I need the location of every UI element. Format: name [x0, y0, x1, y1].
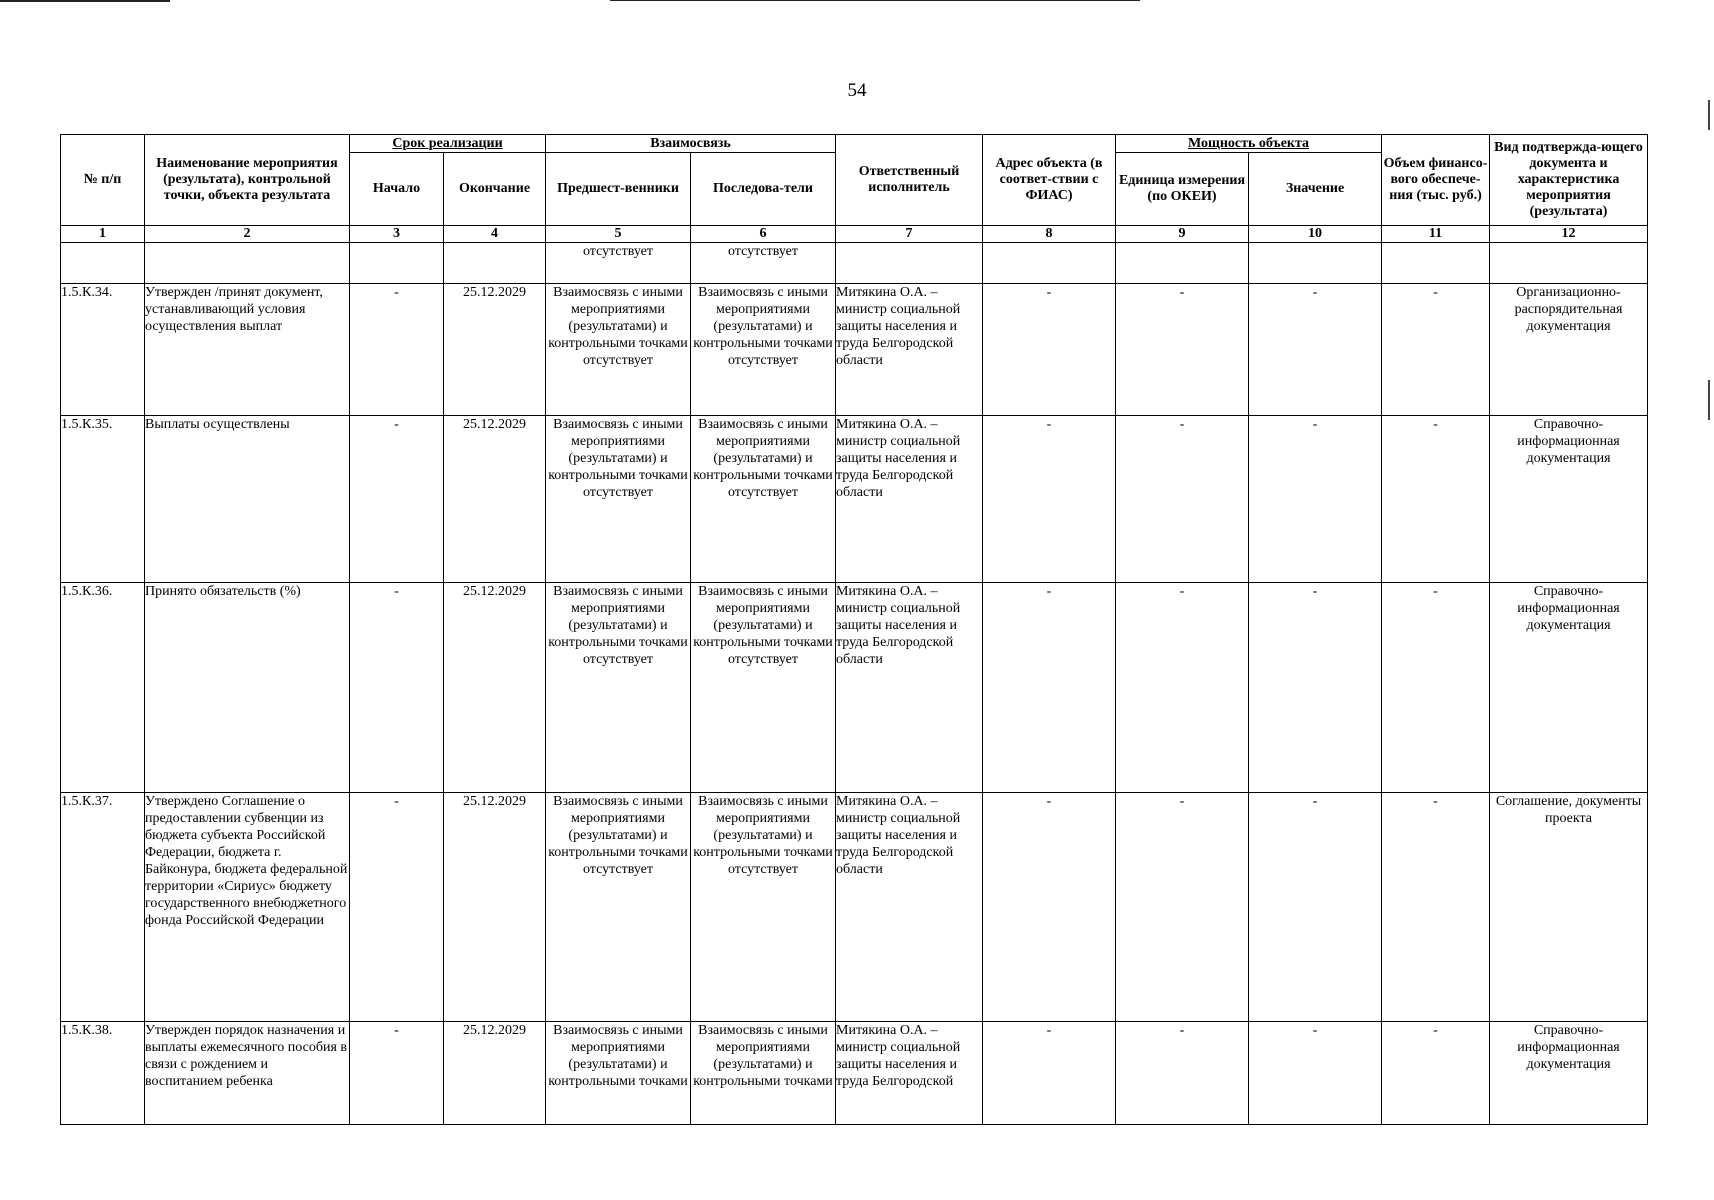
cell-end: 25.12.2029	[444, 1022, 546, 1125]
cell-succ: Взаимосвязь с иными мероприятиями (результатами) и контрольными точками отсутствует	[691, 793, 836, 1022]
cell-name: Выплаты осуществлены	[145, 416, 350, 583]
header-link-group: Взаимосвязь	[546, 135, 836, 153]
table-row	[61, 416, 1648, 583]
cell-responsible: Митякина О.А. – министр социальной защиты населения и труда Белгородской области	[836, 284, 983, 416]
column-number: 2	[145, 226, 350, 243]
cell-address: -	[983, 583, 1116, 793]
cell-finance: -	[1382, 284, 1490, 416]
cell-code: 1.5.К.37.	[61, 793, 145, 1022]
cell-start: -	[350, 793, 444, 1022]
cell-finance: -	[1382, 416, 1490, 583]
column-number: 7	[836, 226, 983, 243]
header-value: Значение	[1249, 153, 1382, 226]
page-top-line-middle	[610, 0, 1140, 1]
cell-name: Утвержден порядок назначения и выплаты ежемесячного пособия в связи с рождением и воспитанием ребенка	[145, 1022, 350, 1125]
cell-doc-type: Справочно-информационная документация	[1490, 583, 1648, 793]
cell-address: -	[983, 416, 1116, 583]
column-number: 8	[983, 226, 1116, 243]
cell-finance: -	[1382, 793, 1490, 1022]
cell-pred: отсутствует	[546, 243, 691, 284]
cell-doc-type: Справочно-информационная документация	[1490, 416, 1648, 583]
cell-unit: -	[1116, 793, 1249, 1022]
cell-pred: Взаимосвязь с иными мероприятиями (результатами) и контрольными точками отсутствует	[546, 416, 691, 583]
cell-code: 1.5.К.35.	[61, 416, 145, 583]
cell-finance: -	[1382, 1022, 1490, 1125]
header-term-group: Срок реализации	[350, 135, 546, 153]
header-num: № п/п	[61, 135, 145, 226]
column-number: 9	[1116, 226, 1249, 243]
header-pred: Предшест-венники	[546, 153, 691, 226]
header-address: Адрес объекта (в соответ-ствии с ФИАС)	[983, 135, 1116, 226]
table-row	[61, 284, 1648, 416]
header-unit: Единица измерения (по ОКЕИ)	[1116, 153, 1249, 226]
page-top-line-left	[0, 0, 170, 2]
cell-succ: Взаимосвязь с иными мероприятиями (результатами) и контрольными точками отсутствует	[691, 416, 836, 583]
header-finance: Объем финансо-вого обеспече-ния (тыс. руб.)	[1382, 135, 1490, 226]
cell-name: Утверждено Соглашение о предоставлении субвенции из бюджета субъекта Российской Федерации, бюджета г. Байконура, бюджета федеральной территории «Сириус» бюджету государственного внебюджетного фонда Российской Федерации	[145, 793, 350, 1022]
header-doc-type: Вид подтвержда-ющего документа и характеристика мероприятия (результата)	[1490, 135, 1648, 226]
table-row	[61, 583, 1648, 793]
cell-address: -	[983, 284, 1116, 416]
cell-address: -	[983, 1022, 1116, 1125]
table-row-continuation	[61, 243, 1648, 284]
cell-succ: Взаимосвязь с иными мероприятиями (результатами) и контрольными точками отсутствует	[691, 284, 836, 416]
cell-responsible: Митякина О.А. – министр социальной защиты населения и труда Белгородской области	[836, 416, 983, 583]
cell-responsible: Митякина О.А. – министр социальной защиты населения и труда Белгородской	[836, 1022, 983, 1125]
cell-pred: Взаимосвязь с иными мероприятиями (результатами) и контрольными точками отсутствует	[546, 284, 691, 416]
cell-responsible: Митякина О.А. – министр социальной защиты населения и труда Белгородской области	[836, 583, 983, 793]
table-row	[61, 793, 1648, 1022]
cell-unit: -	[1116, 1022, 1249, 1125]
cell-succ: отсутствует	[691, 243, 836, 284]
margin-mark	[1708, 100, 1710, 130]
cell-address: -	[983, 793, 1116, 1022]
cell-value: -	[1249, 1022, 1382, 1125]
plan-table	[60, 134, 1648, 1125]
cell-pred: Взаимосвязь с иными мероприятиями (результатами) и контрольными точками отсутствует	[546, 583, 691, 793]
cell-succ: Взаимосвязь с иными мероприятиями (результатами) и контрольными точками отсутствует	[691, 583, 836, 793]
cell-value: -	[1249, 793, 1382, 1022]
cell-start: -	[350, 284, 444, 416]
page-number: 54	[847, 80, 867, 101]
column-number: 1	[61, 226, 145, 243]
cell-doc-type: Организационно-распорядительная документация	[1490, 284, 1648, 416]
cell-code: 1.5.К.34.	[61, 284, 145, 416]
cell-doc-type: Справочно-информационная документация	[1490, 1022, 1648, 1125]
cell-pred: Взаимосвязь с иными мероприятиями (результатами) и контрольными точками отсутствует	[546, 793, 691, 1022]
cell-unit: -	[1116, 284, 1249, 416]
header-responsible: Ответственный исполнитель	[836, 135, 983, 226]
cell-end: 25.12.2029	[444, 583, 546, 793]
cell-responsible: Митякина О.А. – министр социальной защиты населения и труда Белгородской области	[836, 793, 983, 1022]
column-number: 3	[350, 226, 444, 243]
column-number: 6	[691, 226, 836, 243]
header-start: Начало	[350, 153, 444, 226]
cell-pred: Взаимосвязь с иными мероприятиями (результатами) и контрольными точками	[546, 1022, 691, 1125]
column-number: 12	[1490, 226, 1648, 243]
header-name: Наименование мероприятия (результата), контрольной точки, объекта результата	[145, 135, 350, 226]
cell-value: -	[1249, 284, 1382, 416]
cell-value: -	[1249, 416, 1382, 583]
column-number: 11	[1382, 226, 1490, 243]
cell-start: -	[350, 583, 444, 793]
cell-start: -	[350, 416, 444, 583]
header-capacity-group: Мощность объекта	[1116, 135, 1382, 153]
cell-finance: -	[1382, 583, 1490, 793]
column-number: 4	[444, 226, 546, 243]
cell-value: -	[1249, 583, 1382, 793]
margin-mark	[1708, 380, 1710, 420]
cell-unit: -	[1116, 416, 1249, 583]
cell-doc-type: Соглашение, документы проекта	[1490, 793, 1648, 1022]
cell-code: 1.5.К.36.	[61, 583, 145, 793]
header-succ: Последова-тели	[691, 153, 836, 226]
column-number: 5	[546, 226, 691, 243]
cell-end: 25.12.2029	[444, 793, 546, 1022]
cell-name: Утвержден /принят документ, устанавливающий условия осуществления выплат	[145, 284, 350, 416]
header-end: Окончание	[444, 153, 546, 226]
cell-name: Принято обязательств (%)	[145, 583, 350, 793]
table-row	[61, 1022, 1648, 1125]
cell-succ: Взаимосвязь с иными мероприятиями (результатами) и контрольными точками	[691, 1022, 836, 1125]
cell-unit: -	[1116, 583, 1249, 793]
cell-end: 25.12.2029	[444, 284, 546, 416]
cell-end: 25.12.2029	[444, 416, 546, 583]
cell-code: 1.5.К.38.	[61, 1022, 145, 1125]
column-number: 10	[1249, 226, 1382, 243]
cell-start: -	[350, 1022, 444, 1125]
